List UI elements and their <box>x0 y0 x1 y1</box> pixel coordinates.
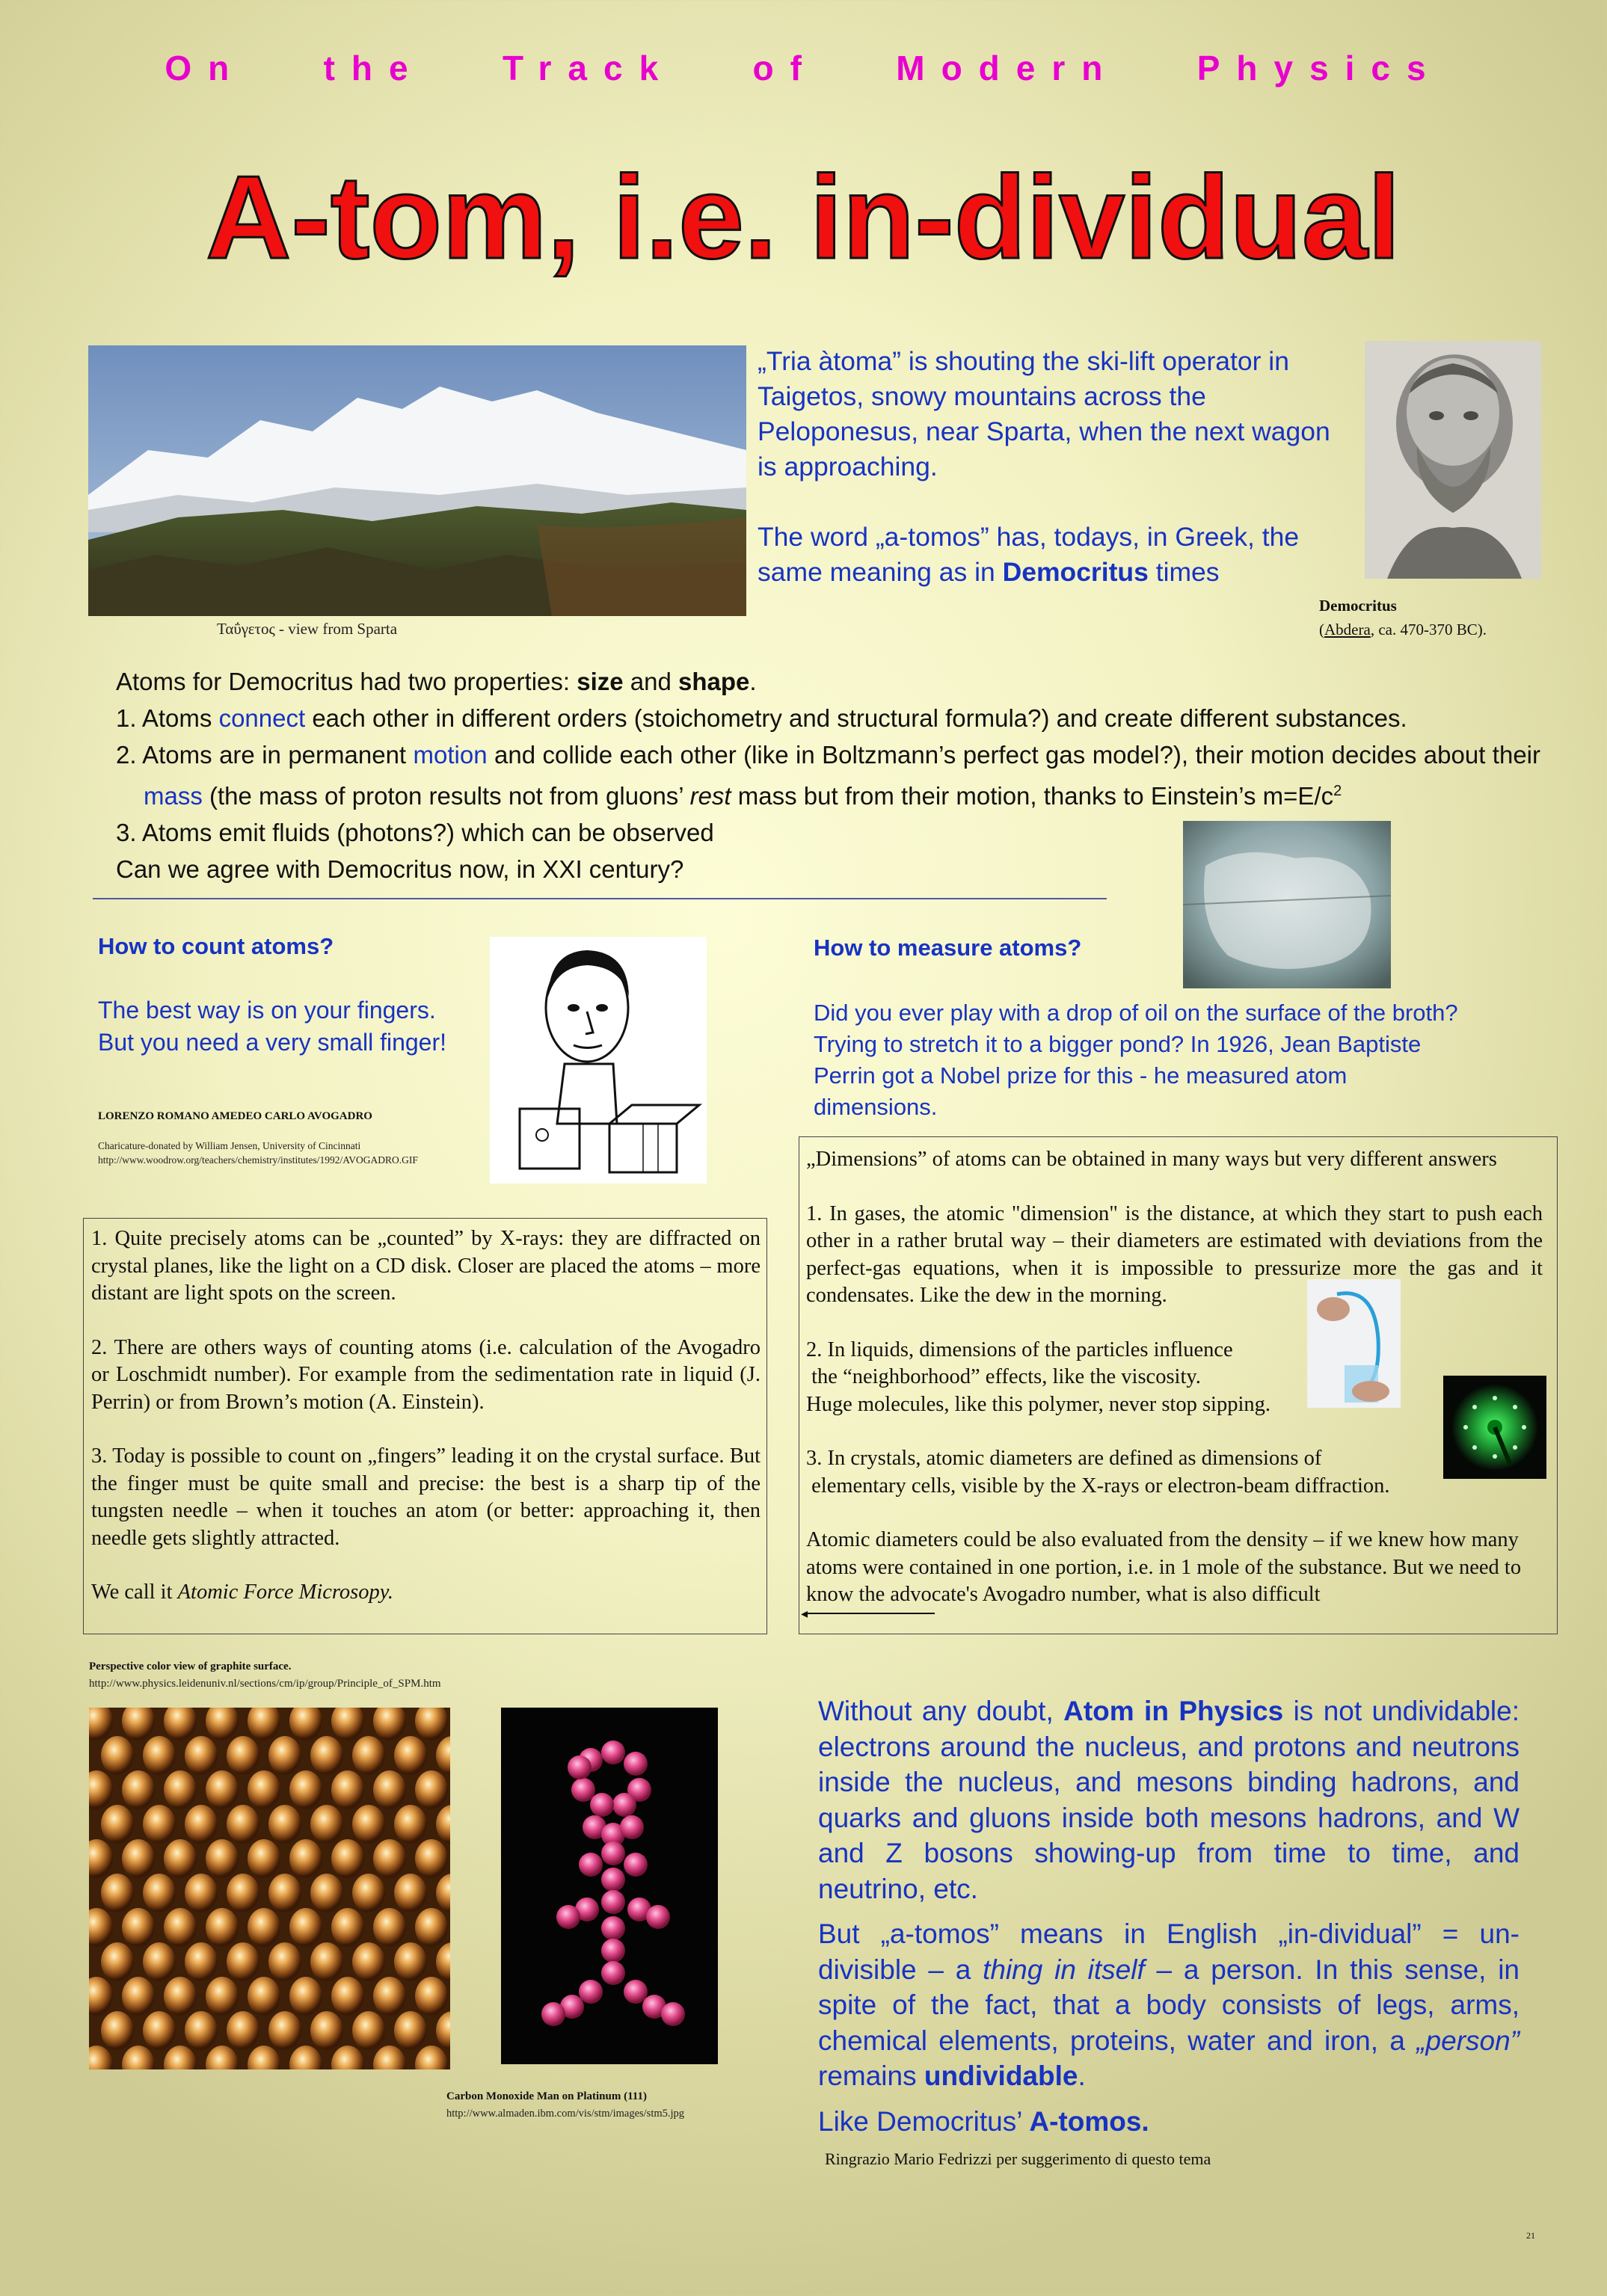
graphite-atom-bump <box>143 1874 176 1912</box>
measure-paragraph-4: Atomic diameters could be also evaluated from the density – if we knew how many atoms were contained in one portion, i.e. in 1 mole of the substance. But we need to know the advocate's Avogadro number, what is also difficult <box>806 1528 1522 1606</box>
graphite-atom-bump <box>248 1977 280 2016</box>
co-molecule-blob <box>601 1741 625 1764</box>
graphite-atom-bump <box>310 1942 343 1981</box>
co-molecule-blob <box>601 1841 625 1865</box>
count-paragraph-3: 3. Today is possible to count on „fingers” leading it on the crystal surface. But the finger must be quite small and precise: the best is a sharp tip of the tungsten needle – when it touches an atom (or better: approaching it, then needle gets slightly attracted. <box>91 1444 761 1550</box>
graphite-atom-bump <box>122 1839 155 1878</box>
graphite-atom-bump <box>373 1977 406 2016</box>
graphite-atom-bump <box>394 1736 427 1775</box>
title-graphic <box>0 153 1607 280</box>
graphite-atom-bump <box>310 1805 343 1844</box>
count-atoms-box <box>83 1218 767 1634</box>
quote-paragraph-1: „Tria àtoma” is shouting the ski-lift operator in Taigetos, snowy mountains across the Peloponesus, near Sparta, when the next wagon is approaching. <box>758 346 1330 481</box>
graphite-atom-bump <box>310 2011 343 2050</box>
co-molecule-blob <box>568 1755 592 1779</box>
conclusion-text: . <box>1078 2060 1086 2091</box>
co-man-image <box>501 1708 718 2064</box>
democritus-portrait <box>1365 341 1541 579</box>
graphite-atom-bump <box>101 1942 134 1981</box>
atom-in-physics-bold: Atom in Physics <box>1063 1696 1284 1726</box>
conclusion-text: Like Democritus’ <box>818 2105 1030 2137</box>
size-bold: size <box>577 668 624 695</box>
graphite-atom-bump <box>415 1908 448 1947</box>
afm-term: Atomic Force Microsopy. <box>177 1581 393 1604</box>
page-number: 21 <box>1526 2230 1535 2241</box>
quote-text: The word „a-tomos” has, todays, in Greek, the same meaning as in <box>758 522 1300 587</box>
graphite-atom-bump <box>101 1736 134 1775</box>
intro-text: and collide each other (like in Boltzmann’s perfect gas model?), their motion decides about their <box>487 741 1540 769</box>
graphite-atom-bump <box>143 2011 176 2050</box>
co-molecule-blob <box>556 1905 580 1929</box>
measure-box-intro: „Dimensions” of atoms can be obtained in many ways but very different answers <box>806 1148 1497 1171</box>
intro-text: . <box>749 668 757 695</box>
credit-line: Charicature-donated by William Jensen, University of Cincinnati <box>98 1140 361 1151</box>
quote-paragraph-2 <box>758 520 1341 590</box>
person-italic: „person” <box>1416 2025 1520 2056</box>
graphite-atom-bump <box>248 1908 280 1947</box>
count-line-2: But you need a very small finger! <box>98 1029 447 1056</box>
graphite-atom-bump <box>352 2011 385 2050</box>
graphite-atom-bump <box>185 1736 218 1775</box>
graphite-atom-bump <box>227 2011 259 2050</box>
section-divider <box>93 898 1107 899</box>
intro-text: mass but from their motion, thanks to Einstein’s m=E/c <box>731 782 1334 810</box>
title-text: A-tom, i.e. in-dividual <box>206 153 1401 280</box>
conclusion <box>818 1693 1520 2139</box>
graphite-atom-bump <box>227 1942 259 1981</box>
ski-lift-quote <box>758 344 1341 590</box>
co-molecule-blob <box>601 1890 625 1914</box>
graphite-atom-bump <box>122 1977 155 2016</box>
graphite-atom-bump <box>206 1908 239 1947</box>
series-title: On the Track of Modern Physics <box>165 49 1442 87</box>
graphite-atom-bump <box>185 1805 218 1844</box>
graphite-caption: Perspective color view of graphite surface. <box>89 1661 292 1672</box>
graphite-atom-bump <box>331 1908 364 1947</box>
graphite-atom-bump <box>268 1942 301 1981</box>
graphite-atom-bump <box>227 1874 259 1912</box>
conclusion-text: Without any doubt, <box>818 1696 1064 1726</box>
count-paragraph-1: 1. Quite precisely atoms can be „counted” by X-rays: they are diffracted on crystal planes, like the light on a CD disk. Closer are placed the atoms – more distant are light spots on the screen. <box>91 1227 761 1305</box>
conclusion-text: But „a-tomos” means in English „in-dividual” = un-divisible – a <box>818 1918 1520 1985</box>
afm-text: We call it <box>91 1581 178 1604</box>
democritus-bold: Democritus <box>1002 557 1149 587</box>
co-molecule-blob <box>571 1778 595 1802</box>
graphite-atom-bump <box>143 1942 176 1981</box>
co-molecule-blob <box>661 2002 685 2026</box>
graphite-atom-bump <box>289 1908 322 1947</box>
intro-text: 1. Atoms <box>116 704 219 732</box>
avogadro-name: LORENZO ROMANO AMEDEO CARLO AVOGADRO <box>98 1110 372 1122</box>
intro-line-4: Can we agree with Democritus now, in XXI century? <box>116 855 684 883</box>
co-man-caption: Carbon Monoxide Man on Platinum (111) <box>446 2090 647 2102</box>
count-paragraph-4 <box>91 1579 761 1607</box>
co-molecule-blob <box>601 1961 625 1985</box>
liquids-line-1: 2. In liquids, dimensions of the particles influence <box>806 1338 1233 1361</box>
graphite-atom-bump <box>415 1770 448 1809</box>
graphite-atom-bump <box>268 1805 301 1844</box>
graphite-atom-bump <box>289 1770 322 1809</box>
a-tomos-bold: A-tomos. <box>1029 2105 1149 2137</box>
graphite-atom-bump <box>352 1736 385 1775</box>
rest-word: rest <box>689 782 731 810</box>
graphite-atom-bump <box>331 1839 364 1878</box>
portrait-dates-text: , ca. 470-370 BC). <box>1370 621 1487 638</box>
arrow-line <box>804 1613 935 1614</box>
graphite-atom-bump <box>143 1736 176 1775</box>
graphite-atom-bump <box>268 1874 301 1912</box>
graphite-atom-bump <box>394 2011 427 2050</box>
graphite-atom-bump <box>268 2011 301 2050</box>
arrow-head-icon: ◂ <box>801 1606 808 1621</box>
crystals-line-1: 3. In crystals, atomic diameters are defined as dimensions of <box>806 1447 1322 1470</box>
graphite-atom-bump <box>415 1839 448 1878</box>
graphite-atom-bump <box>206 1770 239 1809</box>
undividable-bold: undividable <box>924 2060 1078 2091</box>
intro-text: and <box>623 668 679 695</box>
intro-text: 2. Atoms are in permanent <box>116 741 414 769</box>
co-molecule-blob <box>601 1939 625 1963</box>
graphite-url[interactable]: http://www.physics.leidenuniv.nl/sections/cm/ip/group/Principle_of_SPM.htm <box>89 1678 441 1690</box>
quote-text-end: times <box>1148 557 1220 587</box>
graphite-atom-bump <box>101 1874 134 1912</box>
graphite-atom-bump <box>310 1736 343 1775</box>
graphite-atom-bump <box>394 1805 427 1844</box>
co-molecule-blob <box>590 1793 614 1817</box>
avogadro-credit <box>98 1139 418 1167</box>
graphite-atom-bump <box>101 2011 134 2050</box>
measure-paragraph-2 <box>806 1337 1551 1419</box>
mass-word: mass <box>144 782 203 810</box>
intro-line-2 <box>116 736 1540 814</box>
graphite-atom-bump <box>185 2011 218 2050</box>
graphite-surface-image <box>89 1708 450 2069</box>
graphite-atom-bump <box>164 1908 197 1947</box>
liquids-line-2: the “neighborhood” effects, like the viscosity. <box>806 1365 1201 1388</box>
co-man-url[interactable]: http://www.almaden.ibm.com/vis/stm/images/stm5.jpg <box>446 2108 685 2120</box>
intro-text: (the mass of proton results not from gluons’ <box>202 782 690 810</box>
avogadro-caricature <box>490 937 707 1184</box>
photo-caption: Ταΰγετος - view from Sparta <box>217 620 398 638</box>
conclusion-text: is not undividable: electrons around the nucleus, and protons and neutrons inside the nucleus, and mesons binding hadrons, and quarks and gluons inside both mesons hadrons, and W and Z bosons showing-up from time to time, and neutrino, etc. <box>818 1696 1520 1904</box>
graphite-atom-bump <box>289 1977 322 2016</box>
graphite-atom-bump <box>373 1839 406 1878</box>
measure-heading: How to measure atoms? <box>814 935 1082 961</box>
graphite-atom-bump <box>185 1874 218 1912</box>
co-molecule-blob <box>624 1980 648 2004</box>
co-molecule-blob <box>624 1853 648 1877</box>
conclusion-text: remains <box>818 2060 924 2091</box>
co-molecule-blob <box>601 1868 625 1892</box>
conclusion-paragraph-3 <box>818 2104 1520 2140</box>
co-molecule-blob <box>646 1905 670 1929</box>
graphite-atom-bump <box>122 1908 155 1947</box>
liquids-line-3: Huge molecules, like this polymer, never stop sipping. <box>806 1392 1271 1416</box>
shape-bold: shape <box>678 668 750 695</box>
graphite-atom-bump <box>373 1770 406 1809</box>
thing-in-itself: thing in itself <box>983 1954 1145 1985</box>
exponent: 2 <box>1333 783 1342 799</box>
intro-line-0 <box>116 663 1540 700</box>
page-title <box>0 153 1607 280</box>
measure-intro: Did you ever play with a drop of oil on the surface of the broth? Trying to stretch it to a bigger pond? In 1926, Jean Baptiste Perrin got a Nobel prize for this - he measured atom dimensions. <box>814 1000 1458 1120</box>
graphite-atom-bump <box>206 1839 239 1878</box>
graphite-atom-bump <box>248 1839 280 1878</box>
graphite-atom-bump <box>352 1874 385 1912</box>
graphite-atom-bump <box>310 1874 343 1912</box>
acknowledgement: Ringrazio Mario Fedrizzi per suggerimento di questo tema <box>825 2149 1211 2168</box>
taigetos-photo <box>88 345 746 616</box>
graphite-atom-bump <box>122 1770 155 1809</box>
graphite-atom-bump <box>352 1805 385 1844</box>
oil-drop-photo <box>1183 821 1391 988</box>
measure-paragraph-1: 1. In gases, the atomic "dimension" is the distance, at which they start to push each other in a rather brutal way – their diameters are estimated with deviations from the perfect-gas equations, when it is impossible to pressurize more the gas and it condensates. Like the dew in the morning. <box>806 1201 1543 1307</box>
conclusion-text: – a person. In this sense, in spite of the fact, that a body consists of legs, arms, chemical elements, proteins, water and iron, a <box>818 1954 1520 2056</box>
graphite-atom-bump <box>415 1977 448 2016</box>
intro-text: Atoms for Democritus had two properties: <box>116 668 577 695</box>
intro-text: each other in different orders (stoichometry and structural formula?) and create different substances. <box>305 704 1407 732</box>
conclusion-paragraph-2 <box>818 1916 1520 2094</box>
graphite-atom-bump <box>352 1942 385 1981</box>
graphite-atom-bump <box>206 1977 239 2016</box>
graphite-atom-bump <box>394 1874 427 1912</box>
graphite-atom-bump <box>164 1977 197 2016</box>
graphite-atom-bump <box>268 1736 301 1775</box>
diffraction-photo <box>1443 1376 1546 1479</box>
credit-url: http://www.woodrow.org/teachers/chemistry/institutes/1992/AVOGADRO.GIF <box>98 1154 418 1166</box>
graphite-atom-bump <box>143 1805 176 1844</box>
abdera-link[interactable]: Abdera <box>1324 621 1371 638</box>
intro-line-1 <box>116 700 1540 736</box>
graphite-atom-bump <box>227 1736 259 1775</box>
graphite-atom-bump <box>331 1770 364 1809</box>
graphite-atom-bump <box>164 1770 197 1809</box>
graphite-atom-bump <box>394 1942 427 1981</box>
measure-paragraph-3 <box>806 1445 1551 1500</box>
graphite-atom-bump <box>227 1805 259 1844</box>
polymer-photo <box>1307 1279 1401 1408</box>
portrait-name: Democritus <box>1319 597 1397 615</box>
portrait-dates: (Abdera, ca. 470-370 BC). <box>1319 621 1487 638</box>
count-heading: How to count atoms? <box>98 933 334 959</box>
count-line-1: The best way is on your fingers. <box>98 997 436 1024</box>
intro-line-3: 3. Atoms emit fluids (photons?) which can be observed <box>116 819 714 846</box>
graphite-atom-bump <box>101 1805 134 1844</box>
graphite-atom-bump <box>331 1977 364 2016</box>
co-molecule-blob <box>624 1752 648 1776</box>
connect-word: connect <box>218 704 306 732</box>
co-molecule-blob <box>579 1853 603 1877</box>
graphite-atom-bump <box>248 1770 280 1809</box>
graphite-atom-bump <box>185 1942 218 1981</box>
co-molecule-blob <box>541 2002 565 2026</box>
co-molecule-blob <box>579 1980 603 2004</box>
graphite-atom-bump <box>373 1908 406 1947</box>
graphite-atom-bump <box>289 1839 322 1878</box>
conclusion-paragraph-1 <box>818 1693 1520 1906</box>
motion-word: motion <box>413 741 488 769</box>
count-intro <box>98 994 446 1059</box>
graphite-atom-bump <box>164 1839 197 1878</box>
co-molecule-blob <box>601 1916 625 1940</box>
crystals-line-2: elementary cells, visible by the X-rays or electron-beam diffraction. <box>806 1474 1390 1498</box>
co-molecule-blob <box>620 1815 644 1839</box>
count-paragraph-2: 2. There are others ways of counting atoms (i.e. calculation of the Avogadro or Loschmidt number). For example from the sedimentation rate in liquid (J. Perrin) or from Brown’s motion (A. Einstein). <box>91 1335 761 1414</box>
co-molecule-blob <box>612 1793 636 1817</box>
